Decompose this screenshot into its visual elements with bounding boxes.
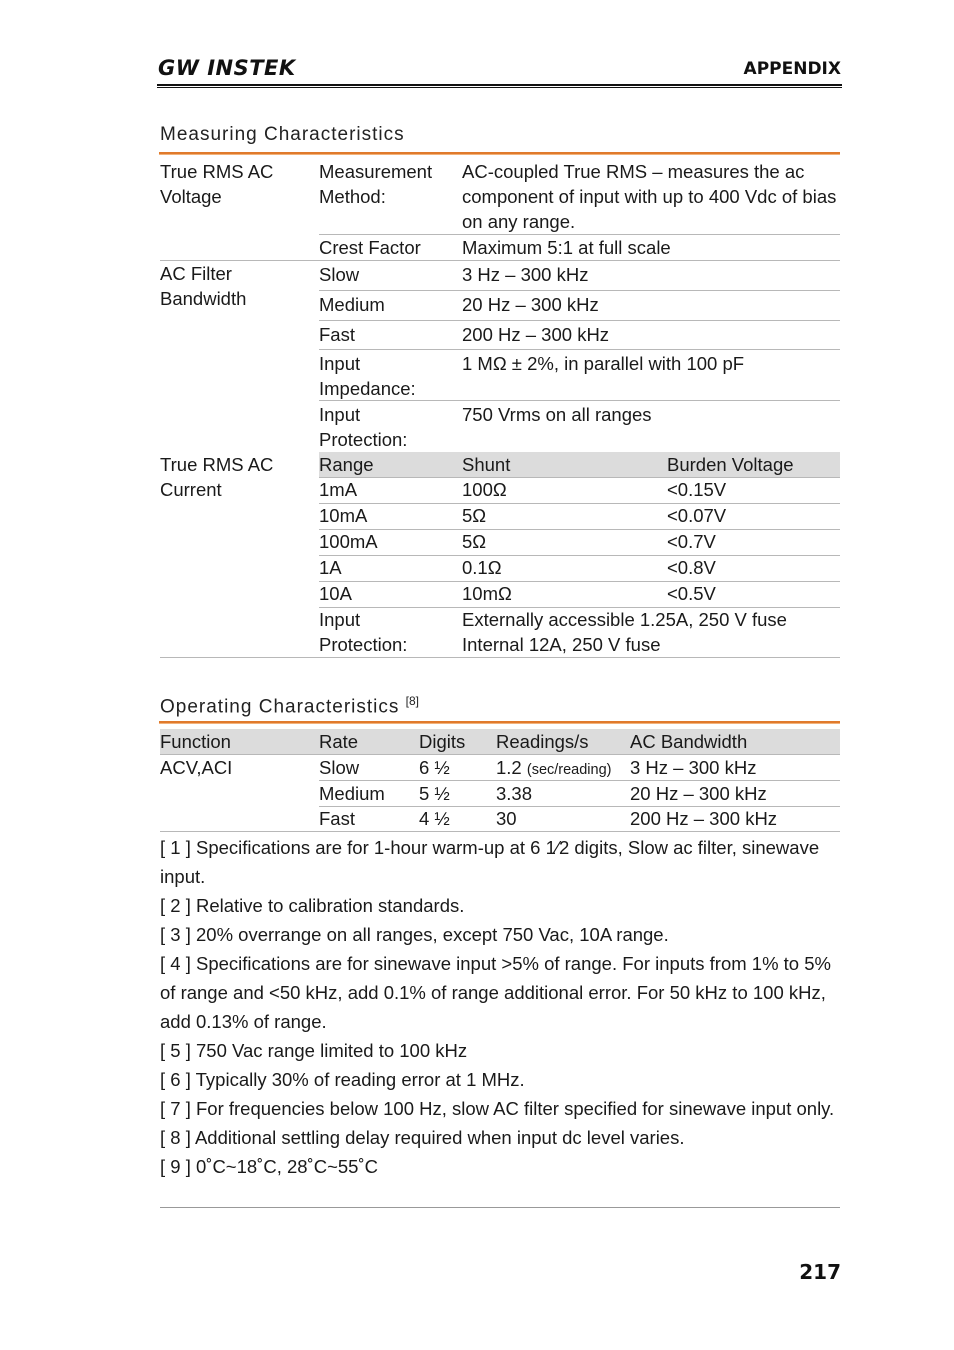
- current-range: 10A: [319, 583, 352, 604]
- operating-title-wrap: [160, 694, 419, 718]
- table-bottom-rule: [160, 657, 840, 658]
- row-divider: [319, 581, 840, 582]
- footnote: [ 4 ] Specifications are for sinewave input >5% of range. For inputs from 1% to 5% of range and <50 kHz, add 0.1% of range additional error. For 50 kHz to 100 kHz, add 0.13% of range.: [160, 953, 831, 1032]
- gw-instek-logo: GW INSTEK: [158, 56, 296, 80]
- filter-fast-label: Fast: [319, 324, 355, 345]
- footnote: [ 2 ] Relative to calibration standards.: [160, 895, 465, 916]
- op-header-readings: Readings/s: [496, 731, 589, 752]
- filter-protection-label: Input Protection:: [319, 404, 408, 450]
- op-readings-cell: [496, 755, 611, 783]
- current-protection-label: Input Protection:: [319, 609, 408, 655]
- measuring-title: Measuring Characteristics: [160, 124, 405, 145]
- filter-medium-value: 20 Hz – 300 kHz: [462, 294, 599, 315]
- row-divider: [319, 555, 840, 556]
- current-shunt: 0.1Ω: [462, 557, 502, 578]
- op-digits: 6 ½: [419, 757, 450, 778]
- method-label: Measurement Method:: [319, 161, 433, 207]
- op-function: ACV,ACI: [160, 757, 233, 778]
- filter-medium-label: Medium: [319, 294, 385, 315]
- row-divider: [319, 400, 840, 401]
- filter-protection-value: 750 Vrms on all ranges: [462, 404, 652, 425]
- op-readings: 1.2: [496, 757, 522, 778]
- current-param: True RMS AC Current: [160, 454, 274, 500]
- page-number: 217: [799, 1260, 841, 1284]
- notes-bottom-rule: [160, 1207, 840, 1208]
- filter-fast-value: 200 Hz – 300 kHz: [462, 324, 610, 345]
- measuring-rule: [159, 152, 840, 154]
- current-header-shunt: Shunt: [462, 454, 511, 475]
- current-header-range: Range: [319, 454, 374, 475]
- op-digits: 4 ½: [419, 808, 450, 829]
- current-range: 10mA: [319, 505, 368, 526]
- row-divider: [319, 503, 840, 504]
- op-rate: Fast: [319, 808, 355, 829]
- table-bottom-rule: [160, 831, 840, 832]
- current-burden: <0.07V: [667, 505, 727, 526]
- crest-value: Maximum 5:1 at full scale: [462, 237, 671, 258]
- current-burden: <0.7V: [667, 531, 716, 552]
- op-rate: Medium: [319, 783, 385, 804]
- op-readings: 30: [496, 808, 517, 829]
- current-shunt: 5Ω: [462, 531, 487, 552]
- impedance-value: 1 MΩ ± 2%, in parallel with 100 pF: [462, 353, 745, 374]
- op-header-function: Function: [160, 731, 231, 752]
- current-protection-line1: Externally accessible 1.25A, 250 V fuse: [462, 609, 787, 630]
- impedance-label: Input Impedance:: [319, 353, 416, 399]
- footnotes: [160, 833, 840, 1181]
- filter-slow-value: 3 Hz – 300 kHz: [462, 264, 589, 285]
- op-bandwidth: 200 Hz – 300 kHz: [630, 808, 778, 829]
- operating-rule: [159, 721, 840, 723]
- crest-label: Crest Factor: [319, 237, 421, 258]
- current-burden: <0.5V: [667, 583, 716, 604]
- row-divider: [319, 290, 840, 291]
- operating-title-ref: [8]: [405, 694, 419, 708]
- filter-slow-label: Slow: [319, 264, 360, 285]
- row-divider: [319, 320, 840, 321]
- footnote: [ 7 ] For frequencies below 100 Hz, slow AC filter specified for sinewave input only.: [160, 1098, 835, 1119]
- row-divider: [319, 477, 840, 478]
- op-header-bandwidth: AC Bandwidth: [630, 731, 748, 752]
- operating-title: Operating Characteristics: [160, 696, 400, 718]
- method-value: AC-coupled True RMS – measures the ac component of input with up to 400 Vdc of bias on any range.: [462, 161, 837, 232]
- filter-param: AC Filter Bandwidth: [160, 263, 247, 309]
- op-unit-note: (sec/reading): [526, 762, 612, 778]
- op-header-rate: Rate: [319, 731, 359, 752]
- current-range: 100mA: [319, 531, 378, 552]
- current-range: 1mA: [319, 479, 358, 500]
- current-protection-line2: Internal 12A, 250 V fuse: [462, 634, 661, 655]
- current-shunt: 100Ω: [462, 479, 507, 500]
- current-burden: <0.8V: [667, 557, 716, 578]
- current-burden: <0.15V: [667, 479, 727, 500]
- footnote: [ 6 ] Typically 30% of reading error at 1 MHz.: [160, 1069, 525, 1090]
- current-shunt: 10mΩ: [462, 583, 512, 604]
- row-divider: [319, 529, 840, 530]
- footnote: [ 8 ] Additional settling delay required when input dc level varies.: [160, 1127, 685, 1148]
- header-rule: [157, 84, 842, 88]
- footnote: [ 5 ] 750 Vac range limited to 100 kHz: [160, 1040, 468, 1061]
- op-digits: 5 ½: [419, 783, 450, 804]
- op-bandwidth: 3 Hz – 300 kHz: [630, 757, 757, 778]
- footnote: [ 9 ] 0˚C~18˚C, 28˚C~55˚C: [160, 1156, 378, 1177]
- row-divider: [319, 349, 840, 350]
- section-name: APPENDIX: [743, 59, 841, 79]
- op-bandwidth: 20 Hz – 300 kHz: [630, 783, 767, 804]
- current-shunt: 5Ω: [462, 505, 487, 526]
- op-rate: Slow: [319, 757, 360, 778]
- current-header-burden: Burden Voltage: [667, 454, 794, 475]
- current-range: 1A: [319, 557, 342, 578]
- footnote: [ 3 ] 20% overrange on all ranges, except 750 Vac, 10A range.: [160, 924, 669, 945]
- voltage-param: True RMS AC Voltage: [160, 161, 274, 207]
- op-header-digits: Digits: [419, 731, 466, 752]
- op-readings: 3.38: [496, 783, 533, 804]
- footnote: [ 1 ] Specifications are for 1-hour warm-up at 6 1⁄2 digits, Slow ac filter, sinewave input.: [160, 837, 820, 887]
